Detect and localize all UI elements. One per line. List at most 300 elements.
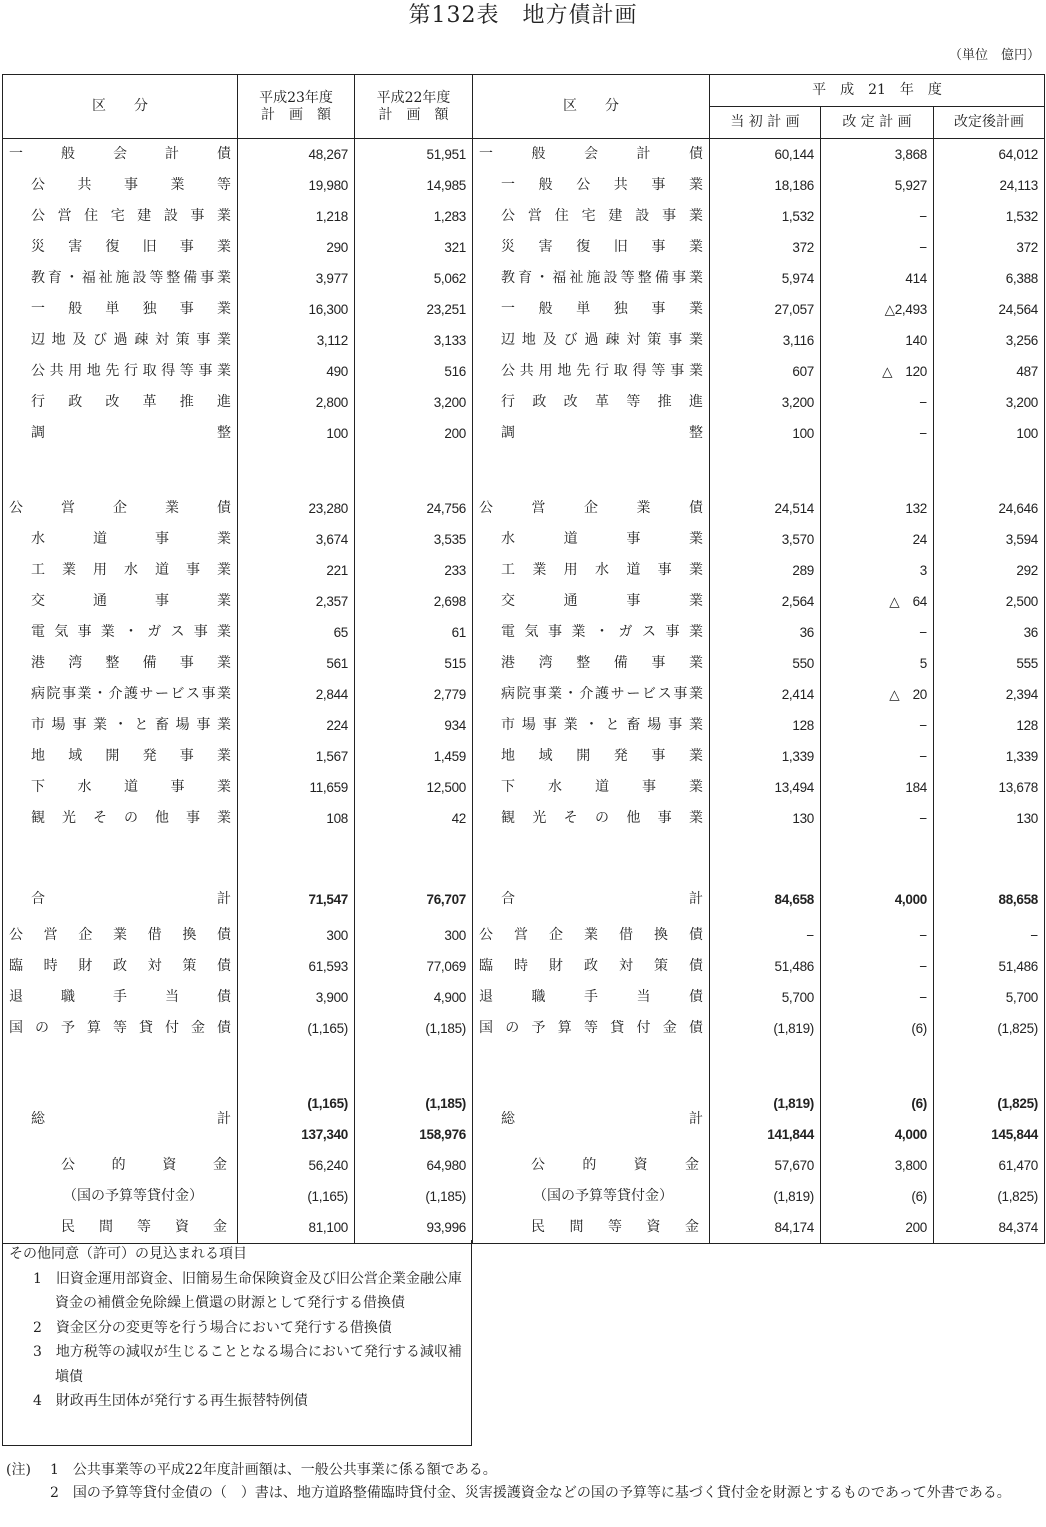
row-label-left: 公営住宅建設事業 [3, 201, 238, 232]
value-h21-revised: 128 [934, 710, 1045, 741]
row-label-left: 辺地及び過疎対策事業 [3, 325, 238, 356]
value-h21-revision: 3,868 [821, 139, 934, 171]
row-label-left: 公営企業借換債 [3, 920, 238, 951]
row-label-left: 臨時財政対策債 [3, 951, 238, 982]
row-label-right: 病院事業・介護サービス事業 [473, 679, 710, 710]
value-h22: 200 [355, 418, 473, 449]
row-label-left: 水道事業 [3, 524, 238, 555]
header-h21-revision: 改 定 計 画 [821, 107, 934, 139]
table-row [3, 741, 1045, 772]
value-h22: 2,698 [355, 586, 473, 617]
value-h21-initial: 128 [710, 710, 821, 741]
value-h22: 233 [355, 555, 473, 586]
value-h21-revision: (6) [821, 1181, 934, 1212]
header-h23-line1: 平成23年度 [259, 89, 333, 106]
spacer-cell [821, 1044, 934, 1088]
value-h21-revised: 1,339 [934, 741, 1045, 772]
value-h23: 1,218 [238, 201, 355, 232]
row-label-left: 工業用水道事業 [3, 555, 238, 586]
value-h23: 221 [238, 555, 355, 586]
other-items-heading: その他同意（許可）の見込まれる項目 [9, 1246, 247, 1262]
spacer-cell [934, 834, 1045, 878]
value-h21-initial: 18,186 [710, 170, 821, 201]
spacer-cell [473, 834, 710, 878]
value-h23: 3,977 [238, 263, 355, 294]
value-h21-initial: 51,486 [710, 951, 821, 982]
value-h22: (1,185) [355, 1181, 473, 1212]
row-label-left: 教育・福祉施設等整備事業 [3, 263, 238, 294]
value-h21-revised: 372 [934, 232, 1045, 263]
value-h23: 2,844 [238, 679, 355, 710]
value-h23: 2,357 [238, 586, 355, 617]
table-row [3, 387, 1045, 418]
footnote-item: 1 公共事業等の平成22年度計画額は、一般公共事業に係る額である。 [50, 1462, 497, 1478]
value-h23-line: (1,165) [307, 1096, 348, 1111]
header-h22-line1: 平成22年度 [376, 89, 451, 106]
value-h23: 23,280 [238, 493, 355, 524]
value-h21-revised: 24,564 [934, 294, 1045, 325]
value-h23: 300 [238, 920, 355, 951]
value-h21-initial: 84,658 [710, 878, 821, 920]
value-h21-revised: 13,678 [934, 772, 1045, 803]
table-row [3, 201, 1045, 232]
value-h23: 3,900 [238, 982, 355, 1013]
value-h21-revision [821, 1088, 934, 1150]
value-h21-revision: △ 20 [821, 679, 934, 710]
header-h23-line2: 計 画 額 [261, 106, 331, 123]
value-h22: 1,283 [355, 201, 473, 232]
value-h21-revision: 5,927 [821, 170, 934, 201]
row-label-right: 公営企業債 [473, 493, 710, 524]
value-h21-initial: 2,414 [710, 679, 821, 710]
value-h23: 2,800 [238, 387, 355, 418]
value-h21-initial: 27,057 [710, 294, 821, 325]
value-h21-revised: 84,374 [934, 1212, 1045, 1244]
value-h23-line: 137,340 [301, 1127, 348, 1142]
row-label-right: 辺地及び過疎対策事業 [473, 325, 710, 356]
value-h23: 3,112 [238, 325, 355, 356]
value-h23: 61,593 [238, 951, 355, 982]
row-label-left: 一般会計債 [3, 139, 238, 171]
value-h21-revised: 36 [934, 617, 1045, 648]
table-row [3, 1088, 1045, 1150]
row-label-right: 地域開発事業 [473, 741, 710, 772]
value-h23: (1,165) [238, 1013, 355, 1044]
value-h22: 51,951 [355, 139, 473, 171]
value-h21-revision: − [821, 741, 934, 772]
value-h22: 300 [355, 920, 473, 951]
value-h21-revised: 2,500 [934, 586, 1045, 617]
value-h22: 3,200 [355, 387, 473, 418]
row-label-right: 臨時財政対策債 [473, 951, 710, 982]
value-h21-revision: △2,493 [821, 294, 934, 325]
value-h21-revised [934, 1088, 1045, 1150]
table-row [3, 325, 1045, 356]
value-h21-revised: 292 [934, 555, 1045, 586]
value-h21-revised: 3,200 [934, 387, 1045, 418]
value-h21-initial-line: (1,819) [773, 1096, 814, 1111]
row-label-right: 災害復旧事業 [473, 232, 710, 263]
value-h23 [238, 1088, 355, 1150]
row-label-right: 公営企業借換債 [473, 920, 710, 951]
value-h21-initial-line: 141,844 [767, 1127, 814, 1142]
row-label-right: 総計 [473, 1088, 710, 1150]
row-label-right: 合計 [473, 878, 710, 920]
value-h23: 224 [238, 710, 355, 741]
value-h21-initial: 5,700 [710, 982, 821, 1013]
value-h21-initial: 130 [710, 803, 821, 834]
value-h22: 24,756 [355, 493, 473, 524]
value-h22: 12,500 [355, 772, 473, 803]
value-h21-initial: 5,974 [710, 263, 821, 294]
row-label-left: 港湾整備事業 [3, 648, 238, 679]
spacer-cell [238, 1044, 355, 1088]
value-h23: 290 [238, 232, 355, 263]
table-row [3, 1150, 1045, 1181]
footnote-label: (注) [6, 1462, 31, 1478]
value-h22-line: (1,185) [425, 1096, 466, 1111]
value-h22: 321 [355, 232, 473, 263]
row-label-right: 交通事業 [473, 586, 710, 617]
spacer-cell [355, 1044, 473, 1088]
table-row [3, 493, 1045, 524]
value-h21-revised: 24,113 [934, 170, 1045, 201]
value-h21-revised: 3,256 [934, 325, 1045, 356]
footnotes [6, 1459, 1042, 1505]
value-h23: 65 [238, 617, 355, 648]
value-h22: 61 [355, 617, 473, 648]
table-row [3, 555, 1045, 586]
table-row [3, 524, 1045, 555]
value-h21-revision-line: 4,000 [894, 1127, 927, 1142]
spacer-cell [934, 1044, 1045, 1088]
header-h23 [238, 75, 355, 139]
value-h21-initial: (1,819) [710, 1181, 821, 1212]
value-h22: 3,133 [355, 325, 473, 356]
value-h21-revision: − [821, 418, 934, 449]
header-h22-line2: 計 画 額 [378, 106, 449, 123]
value-h21-initial: 3,570 [710, 524, 821, 555]
value-h21-revised: 2,394 [934, 679, 1045, 710]
value-h22: 23,251 [355, 294, 473, 325]
table-row [3, 803, 1045, 834]
spacer-cell [821, 834, 934, 878]
value-h22 [355, 1088, 473, 1150]
value-h21-revision-line: (6) [911, 1096, 927, 1111]
row-label-left: 下水道事業 [3, 772, 238, 803]
row-label-right: 一般単独事業 [473, 294, 710, 325]
value-h21-initial: 289 [710, 555, 821, 586]
value-h21-initial: 1,532 [710, 201, 821, 232]
table-row [3, 1013, 1045, 1044]
value-h22: 1,459 [355, 741, 473, 772]
spacer-cell [710, 449, 821, 493]
value-h23: 3,674 [238, 524, 355, 555]
value-h22: 64,980 [355, 1150, 473, 1181]
header-h22 [355, 75, 473, 139]
row-label-left: 公共用地先行取得等事業 [3, 356, 238, 387]
table-row [3, 263, 1045, 294]
table-row [3, 294, 1045, 325]
table-row [3, 232, 1045, 263]
value-h23: 19,980 [238, 170, 355, 201]
value-h23: 81,100 [238, 1212, 355, 1244]
value-h22: 14,985 [355, 170, 473, 201]
value-h21-revision: 414 [821, 263, 934, 294]
value-h21-initial: 84,174 [710, 1212, 821, 1244]
value-h21-revision: − [821, 387, 934, 418]
value-h21-initial: 1,339 [710, 741, 821, 772]
value-h21-revision: 140 [821, 325, 934, 356]
value-h21-revised: 24,646 [934, 493, 1045, 524]
header-h21-initial: 当 初 計 画 [710, 107, 821, 139]
row-label-right: 工業用水道事業 [473, 555, 710, 586]
spacer-row [3, 449, 1045, 493]
row-label-left: 交通事業 [3, 586, 238, 617]
value-h21-revision: − [821, 920, 934, 951]
value-h22: 4,900 [355, 982, 473, 1013]
value-h21-revision: 200 [821, 1212, 934, 1244]
row-label-right: 公的資金 [473, 1150, 710, 1181]
table-row [3, 418, 1045, 449]
row-label-right: 下水道事業 [473, 772, 710, 803]
value-h21-revision: △ 64 [821, 586, 934, 617]
spacer-cell [238, 449, 355, 493]
value-h21-revision: − [821, 951, 934, 982]
spacer-cell [710, 834, 821, 878]
row-label-left: 行政改革推進 [3, 387, 238, 418]
value-h21-revised: 1,532 [934, 201, 1045, 232]
value-h21-revision: △ 120 [821, 356, 934, 387]
value-h21-revised: 51,486 [934, 951, 1045, 982]
value-h21-revision: 3 [821, 555, 934, 586]
value-h22: 3,535 [355, 524, 473, 555]
value-h23: 11,659 [238, 772, 355, 803]
value-h21-revised: 555 [934, 648, 1045, 679]
other-item: 1 旧資金運用部資金、旧簡易生命保険資金及び旧公営企業金融公庫資金の補償金免除繰上償還の財源として発行する借換債 [33, 1270, 462, 1311]
row-label-right: 一般会計債 [473, 139, 710, 171]
value-h21-initial: (1,819) [710, 1013, 821, 1044]
value-h21-initial: 13,494 [710, 772, 821, 803]
table-row [3, 1212, 1045, 1244]
row-label-left: 総計 [3, 1088, 238, 1150]
table-row [3, 951, 1045, 982]
value-h22: 42 [355, 803, 473, 834]
row-label-right: 調整 [473, 418, 710, 449]
value-h22-line: 158,976 [419, 1127, 466, 1142]
value-h22: 515 [355, 648, 473, 679]
row-label-left: 公共事業等 [3, 170, 238, 201]
value-h22: 516 [355, 356, 473, 387]
value-h22: 934 [355, 710, 473, 741]
value-h21-revision: 5 [821, 648, 934, 679]
value-h21-revised: 64,012 [934, 139, 1045, 171]
value-h21-initial [710, 1088, 821, 1150]
value-h21-initial: − [710, 920, 821, 951]
table-row [3, 679, 1045, 710]
row-label-right: 一般公共事業 [473, 170, 710, 201]
value-h21-initial: 372 [710, 232, 821, 263]
value-h21-revised: 100 [934, 418, 1045, 449]
row-label-right: 港湾整備事業 [473, 648, 710, 679]
table-row [3, 170, 1045, 201]
table-row [3, 772, 1045, 803]
spacer-cell [934, 449, 1045, 493]
spacer-cell [473, 1044, 710, 1088]
table-row [3, 1181, 1045, 1212]
value-h21-initial: 2,564 [710, 586, 821, 617]
row-label-left: （国の予算等貸付金） [3, 1181, 238, 1212]
row-label-right: 民間等資金 [473, 1212, 710, 1244]
spacer-row [3, 834, 1045, 878]
value-h23: 56,240 [238, 1150, 355, 1181]
value-h21-revision: 4,000 [821, 878, 934, 920]
spacer-cell [355, 834, 473, 878]
value-h23: 16,300 [238, 294, 355, 325]
row-label-left: 公営企業債 [3, 493, 238, 524]
row-label-right: （国の予算等貸付金） [473, 1181, 710, 1212]
value-h22: (1,185) [355, 1013, 473, 1044]
value-h22: 2,779 [355, 679, 473, 710]
value-h22: 93,996 [355, 1212, 473, 1244]
spacer-cell [3, 449, 238, 493]
other-item: 2 資金区分の変更等を行う場合において発行する借換債 [33, 1319, 392, 1336]
value-h23: 561 [238, 648, 355, 679]
row-label-left: 調整 [3, 418, 238, 449]
spacer-cell [238, 834, 355, 878]
row-label-right: 観光その他事業 [473, 803, 710, 834]
value-h22: 76,707 [355, 878, 473, 920]
value-h21-revision: 24 [821, 524, 934, 555]
row-label-right: 退職手当債 [473, 982, 710, 1013]
row-label-right: 市場事業・と畜場事業 [473, 710, 710, 741]
spacer-cell [710, 1044, 821, 1088]
value-h21-revision: (6) [821, 1013, 934, 1044]
value-h21-revised: 3,594 [934, 524, 1045, 555]
row-label-left: 市場事業・と畜場事業 [3, 710, 238, 741]
unit-label: （単位 億円） [948, 48, 1040, 63]
value-h23: 48,267 [238, 139, 355, 171]
value-h21-revised: 6,388 [934, 263, 1045, 294]
table-body [3, 139, 1045, 1244]
value-h21-initial: 24,514 [710, 493, 821, 524]
value-h21-revision: − [821, 982, 934, 1013]
value-h21-initial: 550 [710, 648, 821, 679]
row-label-right: 行政改革等推進 [473, 387, 710, 418]
value-h21-revised: 61,470 [934, 1150, 1045, 1181]
row-label-right: 水道事業 [473, 524, 710, 555]
other-item: 3 地方税等の減収が生じることとなる場合において発行する減収補塡債 [33, 1344, 462, 1385]
row-label-left: 一般単独事業 [3, 294, 238, 325]
value-h23: 490 [238, 356, 355, 387]
value-h21-revision: 132 [821, 493, 934, 524]
value-h21-initial: 57,670 [710, 1150, 821, 1181]
table-row [3, 920, 1045, 951]
row-label-left: 観光その他事業 [3, 803, 238, 834]
value-h23: (1,165) [238, 1181, 355, 1212]
spacer-cell [355, 449, 473, 493]
value-h23: 108 [238, 803, 355, 834]
value-h21-revised: − [934, 920, 1045, 951]
value-h21-revision: − [821, 803, 934, 834]
value-h21-initial: 607 [710, 356, 821, 387]
value-h21-revision: 3,800 [821, 1150, 934, 1181]
value-h21-revision: − [821, 710, 934, 741]
row-label-left: 国の予算等貸付金債 [3, 1013, 238, 1044]
value-h21-initial: 3,200 [710, 387, 821, 418]
spacer-cell [3, 1044, 238, 1088]
table-row [3, 139, 1045, 171]
row-label-left: 合計 [3, 878, 238, 920]
row-label-left: 電気事業・ガス事業 [3, 617, 238, 648]
row-label-right: 国の予算等貸付金債 [473, 1013, 710, 1044]
table-row [3, 648, 1045, 679]
spacer-row [3, 1044, 1045, 1088]
spacer-cell [473, 449, 710, 493]
page-title: 第132表 地方債計画 [408, 3, 638, 28]
row-label-left: 地域開発事業 [3, 741, 238, 772]
row-label-left: 災害復旧事業 [3, 232, 238, 263]
other-items-box [2, 1240, 472, 1446]
value-h21-initial: 100 [710, 418, 821, 449]
value-h21-revised: (1,825) [934, 1181, 1045, 1212]
header-h21: 平 成 21 年 度 [710, 75, 1045, 107]
value-h21-initial: 3,116 [710, 325, 821, 356]
value-h21-revised: (1,825) [934, 1013, 1045, 1044]
value-h23: 100 [238, 418, 355, 449]
row-label-left: 病院事業・介護サービス事業 [3, 679, 238, 710]
row-label-right: 電気事業・ガス事業 [473, 617, 710, 648]
table-row [3, 878, 1045, 920]
row-label-left: 民間等資金 [3, 1212, 238, 1244]
value-h21-revised: 5,700 [934, 982, 1045, 1013]
value-h21-revised-line: 145,844 [991, 1127, 1038, 1142]
value-h23: 71,547 [238, 878, 355, 920]
row-label-left: 退職手当債 [3, 982, 238, 1013]
value-h21-revised-line: (1,825) [997, 1096, 1038, 1111]
value-h21-revised: 88,658 [934, 878, 1045, 920]
value-h21-revision: − [821, 201, 934, 232]
value-h21-initial: 36 [710, 617, 821, 648]
value-h21-revision: − [821, 617, 934, 648]
footnote-item: 2 国の予算等貸付金債の（ ）書は、地方道路整備臨時貸付金、災害援護資金などの国の予算等に基づく貸付金を財源とするものであって外書である。 [50, 1485, 1011, 1501]
table-row [3, 710, 1045, 741]
value-h21-revised: 130 [934, 803, 1045, 834]
value-h21-revised: 487 [934, 356, 1045, 387]
bond-plan-table [2, 74, 1045, 1244]
spacer-cell [821, 449, 934, 493]
value-h21-initial: 60,144 [710, 139, 821, 171]
row-label-right: 教育・福祉施設等整備事業 [473, 263, 710, 294]
row-label-right: 公営住宅建設事業 [473, 201, 710, 232]
table-row [3, 617, 1045, 648]
value-h21-revision: − [821, 232, 934, 263]
table-row [3, 982, 1045, 1013]
row-label-left: 公的資金 [3, 1150, 238, 1181]
row-label-right: 公共用地先行取得等事業 [473, 356, 710, 387]
spacer-cell [3, 834, 238, 878]
value-h22: 5,062 [355, 263, 473, 294]
table-row [3, 356, 1045, 387]
value-h23: 1,567 [238, 741, 355, 772]
value-h22: 77,069 [355, 951, 473, 982]
table-row [3, 586, 1045, 617]
header-right-category: 区 分 [473, 75, 710, 139]
other-item: 4 財政再生団体が発行する再生振替特例債 [33, 1393, 308, 1409]
header-left-category: 区 分 [3, 75, 238, 139]
value-h21-revision: 184 [821, 772, 934, 803]
header-h21-revised: 改定後計画 [934, 107, 1045, 139]
